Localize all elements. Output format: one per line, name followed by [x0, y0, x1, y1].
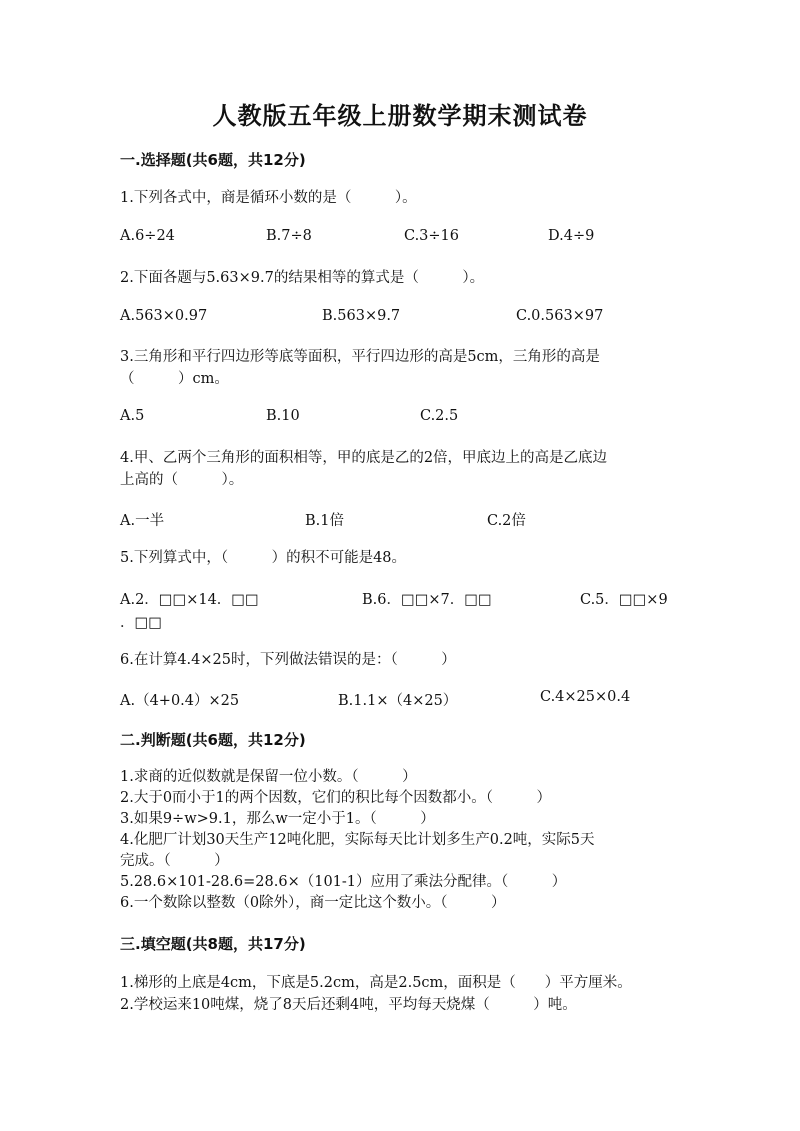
- q2-option-c: C.0.563×97: [516, 308, 604, 324]
- q5-option-b: B.6．□□×7．□□: [362, 592, 492, 608]
- q4-option-b: B.1倍: [305, 513, 344, 529]
- judgement-item-2: 2.大于0而小于1的两个因数，它们的积比每个因数都小。（ ）: [120, 790, 552, 806]
- question-1: 1.下列各式中，商是循环小数的是（ ）。: [120, 190, 417, 206]
- q3-option-c: C.2.5: [420, 408, 459, 424]
- fill-in-item-1: 1.梯形的上底是4cm，下底是5.2cm，高是2.5cm，面积是（ ）平方厘米。: [120, 975, 632, 991]
- q3-option-b: B.10: [266, 408, 300, 424]
- q4-option-a: A.一半: [120, 513, 165, 529]
- section-heading-judgement: 二.判断题(共6题，共12分): [120, 731, 306, 749]
- q1-option-b: B.7÷8: [266, 228, 312, 244]
- q1-option-d: D.4÷9: [548, 228, 595, 244]
- q6-option-b: B.1.1×（4×25）: [338, 693, 458, 709]
- q5-option-c: C.5．□□×9: [580, 592, 668, 608]
- q1-option-a: A.6÷24: [120, 228, 175, 244]
- question-4-line1: 4.甲、乙两个三角形的面积相等，甲的底是乙的2倍，甲底边上的高是乙底边: [120, 450, 608, 466]
- q5-option-a: A.2．□□×14．□□: [120, 592, 259, 608]
- q6-option-a: A.（4+0.4）×25: [120, 693, 240, 709]
- q6-option-c: C.4×25×0.4: [540, 689, 631, 705]
- question-4-line2: 上高的（ ）。: [120, 472, 244, 488]
- section-heading-fill-in: 三.填空题(共8题，共17分): [120, 935, 306, 953]
- judgement-item-1: 1.求商的近似数就是保留一位小数。（ ）: [120, 769, 417, 785]
- exam-title: 人教版五年级上册数学期末测试卷: [212, 101, 588, 130]
- q5-option-c-continued: ．□□: [120, 615, 162, 631]
- q3-option-a: A.5: [120, 408, 145, 424]
- question-6: 6.在计算4.4×25时，下列做法错误的是：（ ）: [120, 652, 456, 668]
- judgement-item-3: 3.如果9÷w>9.1，那么w一定小于1。（ ）: [120, 811, 435, 827]
- q4-option-c: C.2倍: [487, 513, 526, 529]
- judgement-item-5: 5.28.6×101-28.6=28.6×（101-1）应用了乘法分配律。（ ）: [120, 874, 567, 890]
- q2-option-b: B.563×9.7: [322, 308, 401, 324]
- fill-in-item-2: 2.学校运来10吨煤，烧了8天后还剩4吨，平均每天烧煤（ ）吨。: [120, 997, 577, 1013]
- judgement-item-4: 4.化肥厂计划30天生产12吨化肥，实际每天比计划多生产0.2吨，实际5天: [120, 832, 595, 848]
- question-3-line1: 3.三角形和平行四边形等底等面积，平行四边形的高是5cm，三角形的高是: [120, 349, 600, 365]
- q1-option-c: C.3÷16: [404, 228, 460, 244]
- judgement-item-6: 6.一个数除以整数（0除外），商一定比这个数小。（ ）: [120, 895, 506, 911]
- question-2: 2.下面各题与5.63×9.7的结果相等的算式是（ ）。: [120, 270, 485, 286]
- question-3-line2: （ ）cm。: [120, 371, 229, 387]
- question-5: 5.下列算式中，（ ）的积不可能是48。: [120, 550, 407, 566]
- q2-option-a: A.563×0.97: [120, 308, 208, 324]
- section-heading-choice: 一.选择题(共6题，共12分): [120, 151, 306, 169]
- judgement-item-4-continued: 完成。（ ）: [120, 853, 229, 869]
